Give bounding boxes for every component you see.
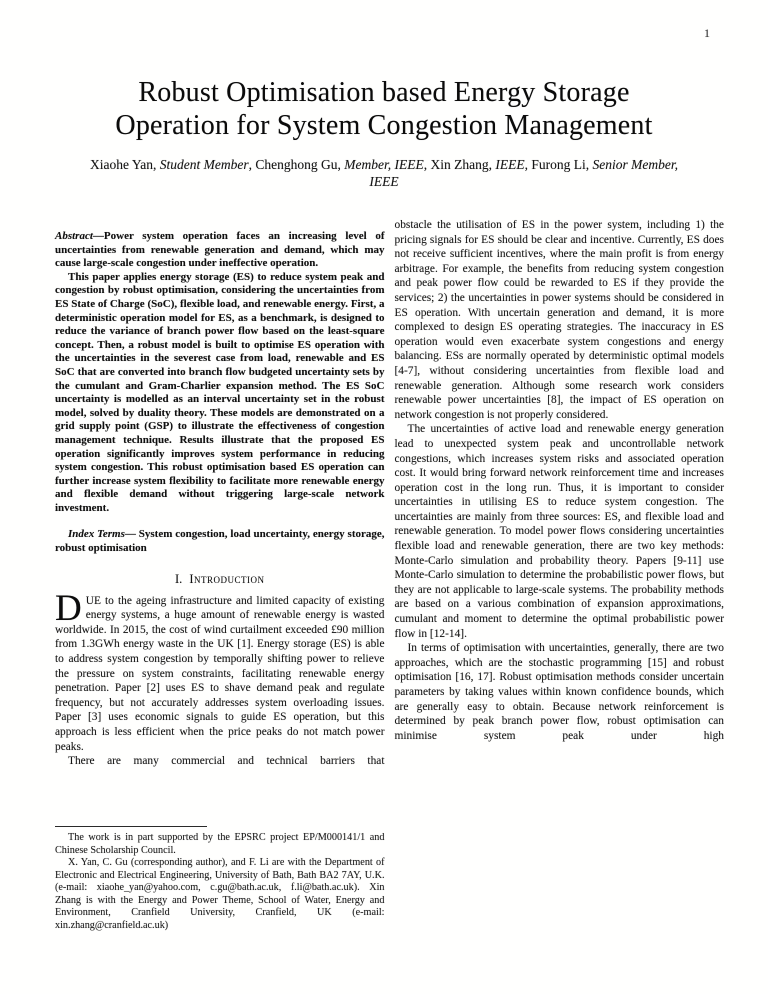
drop-cap: D — [55, 587, 82, 629]
intro-paragraph-1-text: UE to the ageing infrastructure and limited capacity of existing energy systems, a huge amount of renewable energy is wasted worldwide. In 2015, the cost of wind curtailment exceeded £90 million from 1.3GWh energy waste in the UK [1]. Energy storage (ES) is able to address system congestion by temporally shifting power to relieve the pressure on system constraints, facilitating renewable energy penetration. Paper [2] uses ES to shave demand peak and regulate frequency, but not accurately addresses system overloading issues. Paper [3] uses economic signals to guide ES operation, but this approach is less efficient when the price peaks do not match power peaks. — [55, 594, 385, 753]
author-segment: , Furong Li, — [524, 157, 593, 172]
intro-paragraph-1 — [55, 587, 385, 755]
index-terms-lead: Index Terms — [68, 528, 125, 541]
author-membership-segment: IEEE — [495, 157, 525, 172]
section-title: Introduction — [189, 571, 265, 586]
author-membership-segment: Student Member — [159, 157, 249, 172]
footnote-rule — [55, 826, 207, 827]
abstract-paragraph-1 — [55, 230, 385, 271]
paper-title-line-2: Operation for System Congestion Management — [115, 110, 653, 141]
page-number: 1 — [704, 26, 710, 40]
abstract-lead: Abstract — [55, 230, 93, 242]
index-terms-dash: — — [124, 528, 139, 541]
left-column — [55, 230, 385, 932]
introduction-body — [55, 587, 385, 769]
abstract-dash: — — [92, 230, 104, 242]
right-paragraph-2: The uncertainties of active load and renewable energy generation lead to unexpected system peak and uncontrollable network congestions, which increases system risks and associated operation cost. It would bring forward network reinforcement time and increases operation cost in the long run. Thus, it is important to consider uncertainties in utilising ES to reduce system congestion. The uncertainties are mainly from three sources: ES, and flexible load and renewable generation. To model power flows considering uncertainties flexible load and renewable generation, there are two key methods: Monte-Carlo simulation and probability theory. Papers [9-11] use Monte-Carlo simulation to determine the probabilistic power flows, but they are not applicable to large-scale systems. The probability methods are based on a various combination of expansion approximations, cumulant and moment to determine the optimal probabilistic power flow in [12-14]. — [394, 423, 724, 640]
right-paragraph-3: In terms of optimisation with uncertainties, generally, there are two approaches, which are the stochastic programming [15] and robust optimisation [16, 17]. Robust optimisation methods consider uncertain parameters by taking values within known confidence bounds, which are generally easy to obtain. Because network reinforcement is determined by peak branch power flow, robust optimisation can minimise system peak under high — [394, 642, 724, 742]
two-column-body — [0, 219, 768, 932]
footnote-paragraph-1: The work is in part supported by the EPSRC project EP/M000141/1 and Chinese Scholarship Council. — [55, 832, 385, 856]
author-membership-segment: Senior Member, IEEE — [369, 157, 678, 189]
right-paragraph-1: obstacle the utilisation of ES in the power system, including 1) the pricing signals for ES should be clear and incentive. Currently, ES does not receive sufficient incentives, where the main profit is from energy arbitrage. For example, the benefits from reducing system congestion and peak power flow could be rewarded to ES if they provide the services; 2) the uncertainties in power systems should be considered in ES operation. With uncertain generation and demand, it is more complexed to design ES operating strategies. The inaccuracy in ES operation would even exacerbate system congestions and energy balancing. ESs are normally operated by deterministic optimal models [4-7], without considering uncertainties from flexible load and renewable generation. Although some research work considers renewable power uncertainties [8], the impact of ES operation on network congestion is not properly considered. — [394, 219, 724, 421]
abstract-section — [55, 230, 385, 515]
section-heading-introduction — [55, 572, 385, 587]
author-segment: Xiaohe Yan, — [90, 157, 160, 172]
paper-header — [0, 0, 768, 190]
right-column — [395, 218, 725, 932]
footnote-block — [55, 826, 385, 932]
author-line — [84, 156, 684, 190]
footnote-paragraph-2: X. Yan, C. Gu (corresponding author), and F. Li are with the Department of Electronic and Electrical Engineering, University of Bath, Bath BA2 7AY, U.K. (e-mail: xiaohe_yan@yahoo.com, c.gu@bath.ac.uk, f.li@bath.ac.uk). Xin Zhang is with the Energy and Power Theme, School of Water, Energy and Environment, Cranfield University, Cranfield, UK (e-mail: xin.zhang@cranfield.ac.uk) — [55, 857, 385, 931]
author-segment: , Xin Zhang, — [423, 157, 496, 172]
index-terms-paragraph — [55, 528, 385, 555]
paper-title-line-1: Robust Optimisation based Energy Storage — [138, 77, 630, 108]
abstract-text: Power system operation faces an increasing level of uncertainties from renewable generation and demand, which may cause large-scale congestion under ineffective operation. — [55, 230, 385, 270]
intro-paragraph-2: There are many commercial and technical barriers that — [68, 755, 385, 768]
index-terms-section — [55, 528, 385, 555]
author-segment: , Chenghong Gu, — [248, 157, 345, 172]
abstract-paragraph-2: This paper applies energy storage (ES) to reduce system peak and congestion by robust optimisation, considering the uncertainties from ES State of Charge (SoC), flexible load, and renewable energy. First, a deterministic operation model for ES, as a benchmark, is designed to reduce the variance of branch power flow based on the least-square concept. Then, a robust model is built to optimise ES operation with the uncertainties in the severest case from load, renewable and ES SoC that are converted into branch flow budgeted uncertainty sets by the cumulant and Gram-Charlier expansion method. The ES SoC uncertainty is modelled as an interval uncertainty set in the robust model, solved by duality theory. These models are demonstrated on a grid supply point (GSP) to illustrate the effectiveness of congestion management technique. Results illustrate that the proposed ES operation significantly improves system performance in reducing system congestion. This robust optimisation based ES operation can further increase system flexibility to facilitate more renewable energy and flexible demand without triggering large-scale network investment. — [55, 270, 385, 514]
author-membership-segment: Member, IEEE — [344, 157, 424, 172]
section-number: I. — [175, 571, 183, 586]
index-terms-text: System congestion, load uncertainty, energy storage, robust optimisation — [55, 528, 385, 555]
